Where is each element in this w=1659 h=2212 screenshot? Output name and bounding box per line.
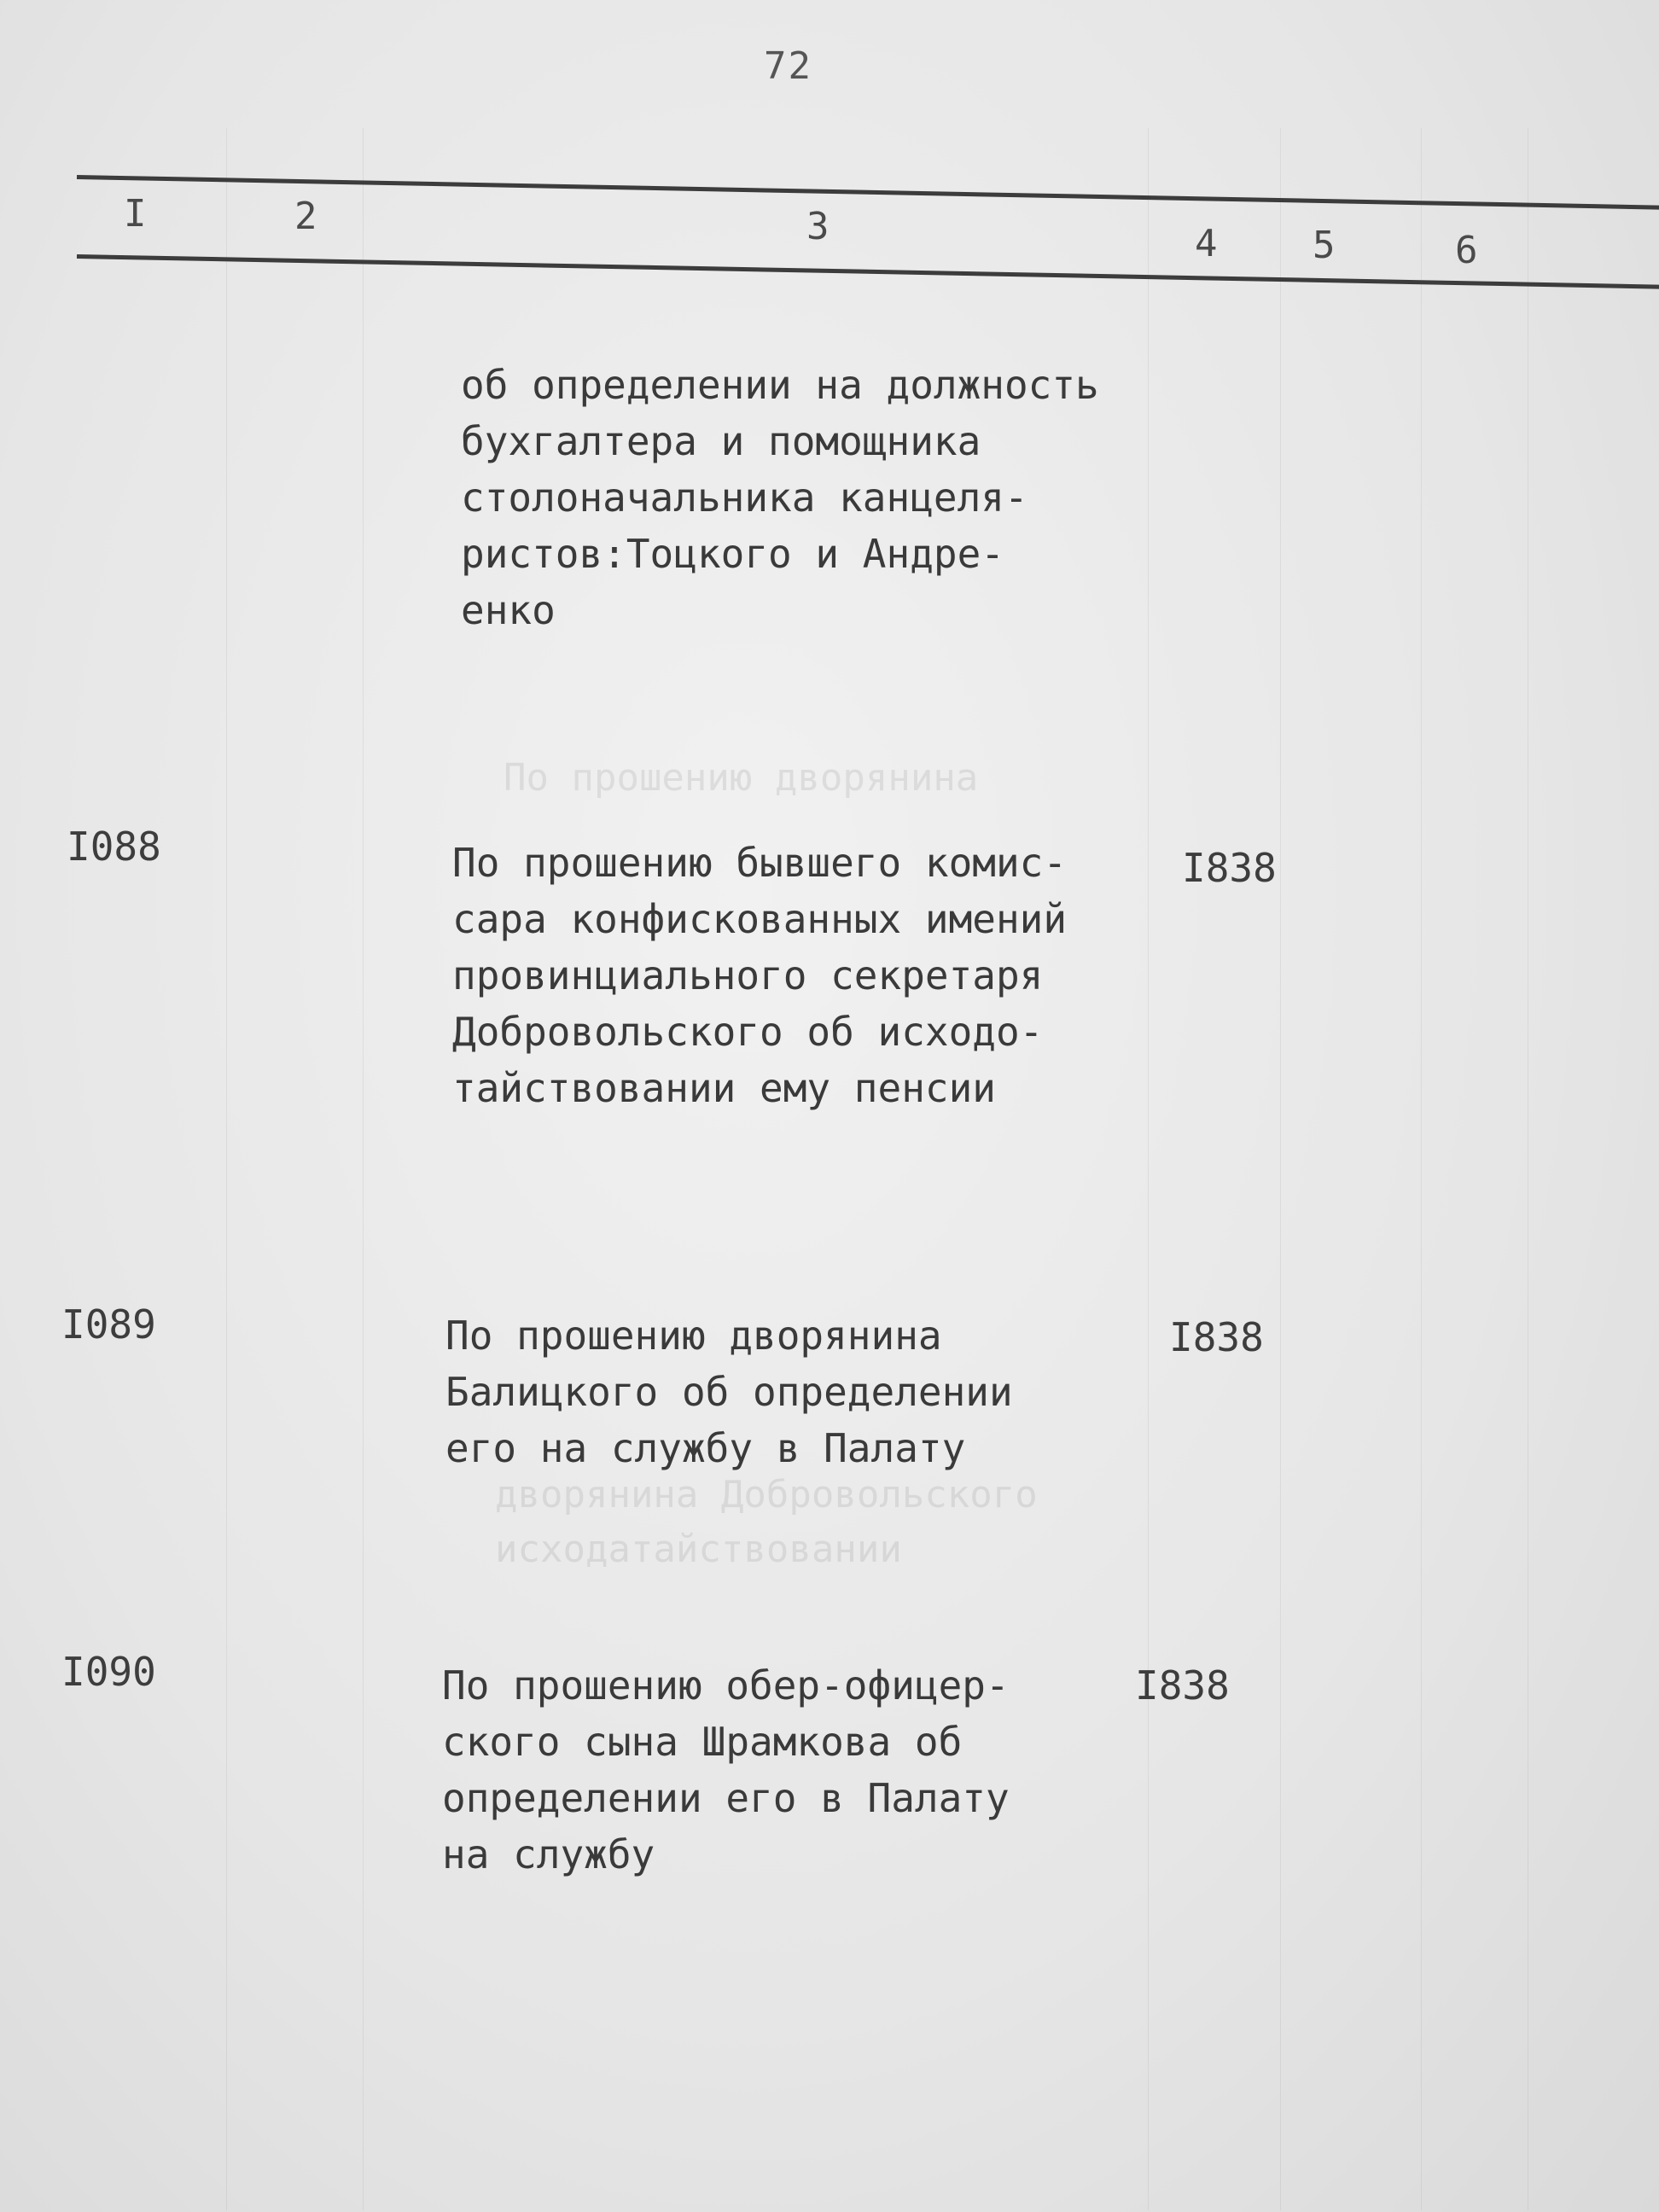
bleed-through-text: дворянина Добровольского исходатайствовании xyxy=(495,1473,1038,1571)
column-guide-line xyxy=(1421,128,1422,2210)
entry-description: По прошению бывшего комис- сара конфискованных имений провинциального секретаря Добровольского об исходо- тайствовании ему пенсии xyxy=(452,840,1068,1111)
column-guide-line xyxy=(363,128,364,2210)
column-header-5: 5 xyxy=(1313,224,1336,267)
column-header-2: 2 xyxy=(294,195,317,238)
column-header-3: 3 xyxy=(806,205,830,248)
column-guide-line xyxy=(226,128,227,2210)
entry-number: I090 xyxy=(61,1649,156,1695)
entry-description: об определении на должность бухгалтера и помощника столоначальника канцеля- ристов:Тоцкого и Андре- енко xyxy=(461,362,1099,633)
entry-description: По прошению дворянина Балицкого об определении его на службу в Палату xyxy=(445,1313,1013,1471)
page-number: 72 xyxy=(764,44,812,88)
column-header-4: 4 xyxy=(1195,222,1218,265)
column-header-1: I xyxy=(124,192,147,236)
entry-number: I088 xyxy=(67,824,161,870)
column-guide-line xyxy=(1280,128,1281,2210)
entry-year: I838 xyxy=(1135,1662,1230,1708)
entry-year: I838 xyxy=(1169,1314,1264,1360)
entry-number: I089 xyxy=(61,1301,156,1348)
entry-year: I838 xyxy=(1182,845,1277,891)
entry-description: По прошению обер-офицер- ского сына Шрамкова об определении его в Палату на службу xyxy=(442,1662,1010,1877)
column-header-6: 6 xyxy=(1455,229,1478,272)
bleed-through-text: По прошению дворянина xyxy=(504,756,979,800)
